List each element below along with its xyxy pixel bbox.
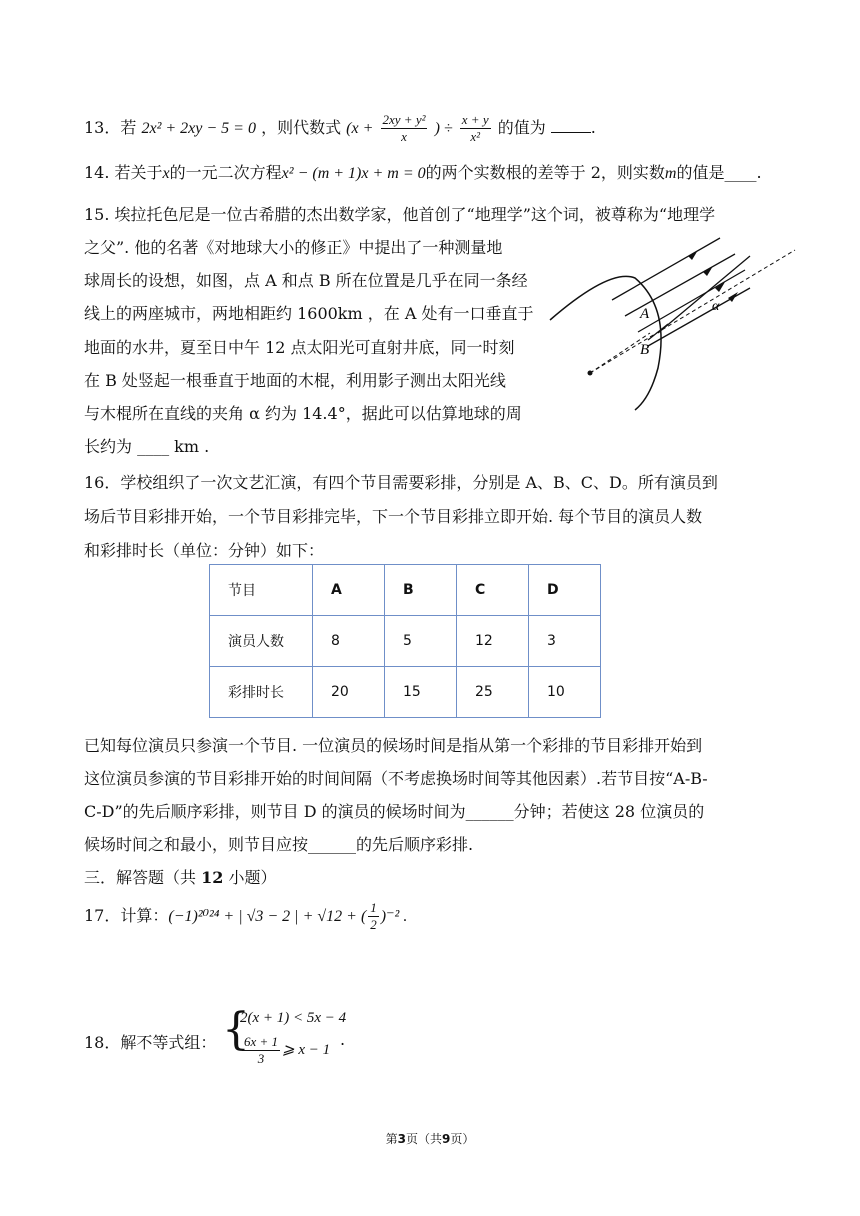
table-cell: 演员人数 [210, 616, 313, 667]
section-3-count: 12 [201, 868, 224, 887]
dashed-line-center [590, 250, 795, 373]
q17-fraction [368, 900, 379, 933]
table-cell: 彩排时长 [210, 667, 313, 718]
q13-fraction-1 [381, 112, 428, 145]
q13-divide: ) ÷ [434, 120, 453, 137]
earth-sunlight-figure [540, 228, 810, 418]
table-cell: 3 [529, 616, 601, 667]
table-cell: 10 [529, 667, 601, 718]
q17-expr-b: )⁻² . [380, 908, 408, 925]
q15-line-8: 长约为 ____ km . [84, 437, 210, 456]
footer-page-number: 3 [397, 1132, 406, 1146]
table-row [210, 616, 601, 667]
page-footer [0, 1130, 860, 1147]
question-17 [84, 900, 407, 933]
q16-line-3: 和彩排时长（单位：分钟）如下： [84, 541, 325, 560]
q17-prefix: 17．计算： [84, 906, 169, 925]
q18-end: . [340, 1030, 346, 1049]
q15-line-1: 15. 埃拉托色尼是一位古希腊的杰出数学家，他首创了“地理学”这个词，被尊称为“地理学 [84, 205, 716, 224]
label-b: B [640, 342, 650, 358]
sunray-1 [612, 238, 720, 300]
table-cell: 8 [313, 616, 385, 667]
sunray-3 [638, 270, 745, 332]
table-header-cell: 节目 [210, 565, 313, 616]
q14-var-m: m [664, 165, 677, 182]
label-a: A [640, 306, 650, 322]
q16-line-6: C-D”的先后顺序彩排，则节目 D 的演员的候场时间为______分钟；若使这 28 位演员的 [84, 802, 705, 821]
q14-equation: x² − (m + 1)x + m = 0 [281, 165, 426, 182]
q13-expr-open: (x + [346, 120, 374, 137]
table-row [210, 667, 601, 718]
section-3-title-b: 小题） [223, 868, 277, 887]
question-13: 13．若 2x² + 2xy − 5 = 0 ，则代数式 (x + $\frac{\text{2xy + y²}}{x}$ ) ÷ $\frac{x + y}{\text{x²}}$ 的值为 . [84, 112, 596, 144]
q15-line-7: 与木棍所在直线的夹角 α 约为 14.4°，据此可以估算地球的周 [84, 404, 522, 423]
footer-b: 页（共 [405, 1132, 442, 1146]
q15-line-4: 线上的两座城市，两地相距约 1600km ，在 A 处有一口垂直于 [84, 304, 534, 323]
q17-expr-a: (−1)²⁰²⁴ + | √3 − 2 | + √12 + ( [168, 908, 367, 925]
q16-line-7: 候场时间之和最小，则节目应按______的先后顺序彩排. [84, 835, 474, 854]
earth-center [588, 371, 593, 376]
q14-var-x: x [162, 165, 170, 182]
q18-frac-denominator: 3 [257, 1051, 265, 1066]
q15-line-6: 在 B 处竖起一根垂直于地面的木棍，利用影子测出太阳光线 [84, 371, 506, 390]
footer-a: 第 [385, 1132, 398, 1146]
table-cell: 20 [313, 667, 385, 718]
table-header-cell: A [313, 565, 385, 616]
section-3-title-a: 三．解答题（共 [84, 868, 202, 887]
table-header-cell: C [457, 565, 529, 616]
q13-suffix: 的值为 [497, 118, 546, 137]
rehearsal-table [209, 564, 601, 718]
q13-frac2-denominator: x² [470, 129, 481, 144]
q13-fraction-2 [460, 112, 491, 145]
table-cell: 5 [385, 616, 457, 667]
q18-inequality-1: 2(x + 1) < 5x − 4 [240, 1010, 347, 1026]
q18-prefix: 18．解不等式组： [84, 1033, 217, 1052]
q13-answer-blank [551, 118, 591, 133]
q18-ineq2-rest: ⩾ x − 1 [282, 1041, 331, 1058]
question-14 [84, 160, 762, 183]
stick-b [648, 324, 668, 340]
label-alpha: α [712, 299, 720, 314]
footer-total-pages: 9 [442, 1132, 451, 1146]
q18-inequality-2 [240, 1034, 330, 1067]
q18-fraction [242, 1034, 280, 1067]
q16-line-1: 16．学校组织了一次文艺汇演，有四个节目需要彩排，分别是 A、B、C、D。所有演员到 [84, 473, 718, 492]
q18-frac-numerator: 6x + 1 [244, 1034, 279, 1049]
q13-equation: 2x² + 2xy − 5 = 0 [141, 120, 256, 137]
section-3-heading [84, 865, 276, 888]
q14-text-d: 的值是____. [676, 163, 762, 182]
q15-line-2: 之父”. 他的名著《对地球大小的修正》中提出了一种测量地 [84, 238, 503, 257]
q14-text-c: 的两个实数根的差等于 2，则实数 [425, 163, 665, 182]
arrow-4 [728, 292, 738, 302]
q16-line-5: 这位演员参演的节目彩排开始的时间间隔（不考虑换场时间等其他因素）.若节目按“A-B- [84, 769, 708, 788]
q13-frac1-denominator: x [401, 129, 407, 144]
table-cell: 15 [385, 667, 457, 718]
footer-c: 页） [450, 1132, 475, 1146]
table-cell: 12 [457, 616, 529, 667]
table-header-row [210, 565, 601, 616]
q13-frac1-numerator: 2xy + y² [382, 112, 426, 127]
q13-prefix: 13．若 [84, 118, 137, 137]
q15-line-5: 地面的水井，夏至日中午 12 点太阳光可直射井底，同一时刻 [84, 338, 515, 357]
left-brace: { [222, 1004, 250, 1055]
q14-text-b: 的一元二次方程 [169, 163, 282, 182]
q13-mid: ，则代数式 [261, 118, 342, 137]
q14-text-a: 14. 若关于 [84, 163, 163, 182]
q16-line-4: 已知每位演员只参演一个节目. 一位演员的候场时间是指从第一个彩排的节目彩排开始到 [84, 736, 703, 755]
q15-line-3: 球周长的设想，如图，点 A 和点 B 所在位置是几乎在同一条经 [84, 271, 528, 290]
table-header-cell: B [385, 565, 457, 616]
q16-line-2: 场后节目彩排开始，一个节目彩排完毕，下一个节目彩排立即开始. 每个节目的演员人数 [84, 507, 703, 526]
table-cell: 25 [457, 667, 529, 718]
q17-frac-numerator: 1 [370, 900, 377, 915]
q17-frac-denominator: 2 [370, 917, 377, 932]
table-header-cell: D [529, 565, 601, 616]
q13-frac2-numerator: x + y [461, 112, 489, 127]
